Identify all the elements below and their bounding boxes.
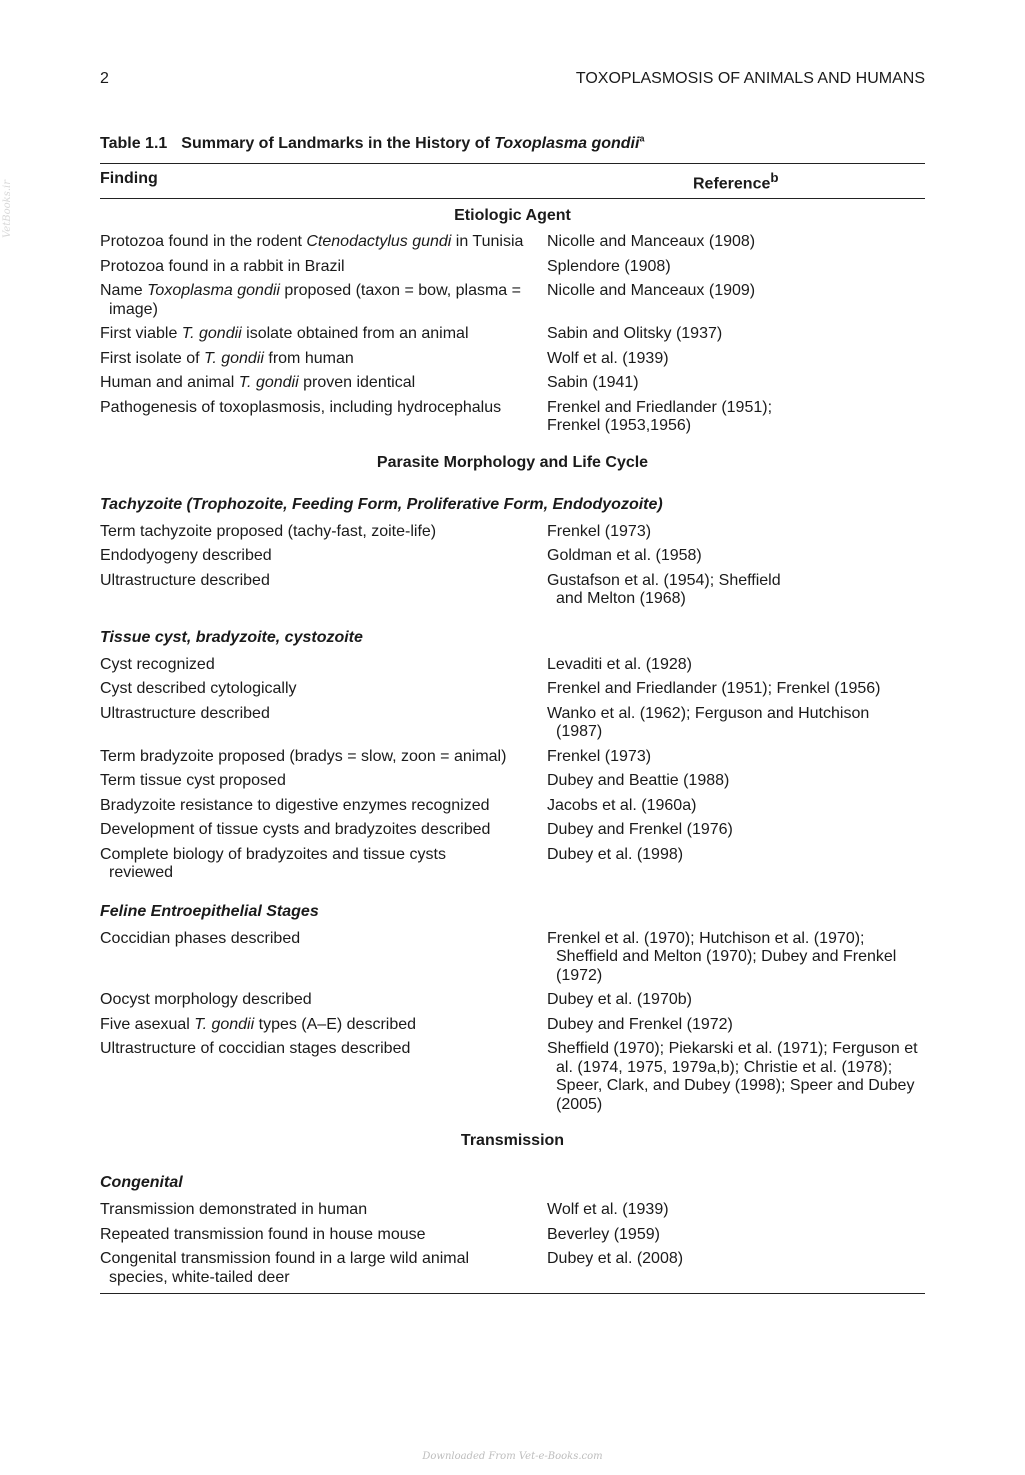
reference-cell: Goldman et al. (1958) [547, 547, 702, 565]
finding-cell: Ultrastructure of coccidian stages described [100, 1040, 411, 1058]
finding-cell: Ultrastructure described [100, 704, 270, 722]
table-row [100, 656, 925, 675]
table-row [100, 523, 925, 542]
side-watermark: VetBooks.ir [2, 180, 13, 238]
table-row [100, 705, 925, 742]
reference-cell: Nicolle and Manceaux (1909) [547, 282, 756, 300]
reference-cell: Wanko et al. (1962); Ferguson and Hutchison (1987) [547, 704, 870, 741]
table-row [100, 1250, 925, 1287]
reference-footnote-mark: b [770, 170, 779, 185]
subsection-feline-stages: Feline Entroepithelial Stages [100, 902, 319, 920]
reference-cell: Dubey et al. (1970b) [547, 991, 692, 1009]
footer-watermark: Downloaded From Vet-e-Books.com [422, 1451, 603, 1462]
table-label: Table 1.1 [100, 135, 168, 152]
reference-cell: Splendore (1908) [547, 257, 671, 275]
table-row [100, 797, 925, 816]
reference-cell: Wolf et al. (1939) [547, 349, 669, 367]
table-row [100, 350, 925, 369]
table-row [100, 282, 925, 319]
table-row [100, 325, 925, 344]
table-row [100, 680, 925, 699]
reference-cell: Frenkel and Friedlander (1951); Frenkel (1953,1956) [547, 398, 773, 435]
subsection-congenital: Congenital [100, 1174, 183, 1192]
reference-cell: Frenkel (1973) [547, 522, 652, 540]
table-caption [100, 135, 925, 153]
table-row [100, 772, 925, 791]
finding-cell: Congenital transmission found in a large wild animal species, white-tailed deer [100, 1250, 470, 1286]
reference-cell: Levaditi et al. (1928) [547, 655, 692, 673]
reference-cell: Dubey and Beattie (1988) [547, 772, 730, 790]
finding-cell: Human and animal T. gondii proven identical [100, 374, 416, 392]
table-row [100, 821, 925, 840]
finding-cell: Transmission demonstrated in human [100, 1201, 368, 1219]
reference-cell: Sabin and Olitsky (1937) [547, 325, 723, 343]
table-title-prefix: Summary of Landmarks in the History of [181, 135, 495, 152]
section-etiologic-agent: Etiologic Agent [454, 207, 571, 225]
table-row [100, 258, 925, 277]
finding-cell: Oocyst morphology described [100, 991, 312, 1009]
section-parasite-morphology: Parasite Morphology and Life Cycle [376, 453, 649, 471]
subsection-tissue-cyst: Tissue cyst, bradyzoite, cystozoite [100, 628, 363, 646]
table-row [100, 846, 925, 883]
reference-cell: Frenkel (1973) [547, 747, 652, 765]
finding-cell: Term bradyzoite proposed (bradys = slow, zoon = animal) [100, 747, 507, 765]
table-row [100, 1201, 925, 1220]
table-row [100, 1016, 925, 1035]
reference-cell: Dubey et al. (2008) [547, 1250, 684, 1268]
table-row [100, 748, 925, 767]
table-row [100, 1226, 925, 1245]
finding-cell: Coccidian phases described [100, 929, 301, 947]
finding-cell: First viable T. gondii isolate obtained from an animal [100, 325, 469, 343]
table-row [100, 991, 925, 1010]
table-row [100, 1040, 925, 1114]
reference-cell: Wolf et al. (1939) [547, 1201, 669, 1219]
reference-cell: Jacobs et al. (1960a) [547, 796, 697, 814]
reference-cell: Gustafson et al. (1954); Sheffield and Melton (1968) [547, 571, 781, 608]
reference-cell: Frenkel et al. (1970); Hutchison et al. (1970); Sheffield and Melton (1970); Dubey and Frenkel (1972) [547, 929, 897, 984]
reference-cell: Dubey and Frenkel (1976) [547, 821, 733, 839]
finding-cell: Term tissue cyst proposed [100, 772, 286, 790]
table-row [100, 374, 925, 393]
finding-cell: Name Toxoplasma gondii proposed (taxon = bow, plasma = image) [100, 282, 521, 318]
finding-cell: Pathogenesis of toxoplasmosis, including hydrocephalus [100, 398, 502, 416]
finding-cell: First isolate of T. gondii from human [100, 349, 354, 367]
table-row [100, 399, 925, 436]
finding-cell: Term tachyzoite proposed (tachy-fast, zoite-life) [100, 522, 437, 540]
finding-cell: Complete biology of bradyzoites and tissue cysts reviewed [100, 845, 446, 882]
running-header [100, 70, 925, 88]
reference-column-header: Reference$^b$ [693, 170, 779, 193]
page-number: 2 [100, 70, 109, 87]
finding-cell: Protozoa found in a rabbit in Brazil [100, 257, 345, 275]
reference-cell: Beverley (1959) [547, 1225, 660, 1243]
finding-cell: Cyst described cytologically [100, 680, 297, 698]
table-row [100, 930, 925, 986]
reference-cell: Dubey et al. (1998) [547, 845, 684, 863]
history-table [100, 135, 925, 1294]
finding-cell: Ultrastructure described [100, 571, 270, 589]
table-title-footnote-mark: a [639, 133, 645, 144]
table-row [100, 572, 925, 609]
finding-cell: Development of tissue cysts and bradyzoites described [100, 821, 491, 839]
section-transmission: Transmission [460, 1132, 565, 1150]
finding-cell: Repeated transmission found in house mouse [100, 1225, 426, 1243]
column-headers [100, 164, 925, 198]
table-title-italic: Toxoplasma gondii [494, 135, 640, 152]
reference-cell: Nicolle and Manceaux (1908) [547, 233, 756, 251]
table-bottom-rule [100, 1293, 925, 1294]
finding-cell: Cyst recognized [100, 655, 215, 673]
finding-cell: Protozoa found in the rodent Ctenodactylus gundi in Tunisia [100, 233, 524, 251]
finding-cell: Five asexual T. gondii types (A–E) described [100, 1015, 417, 1033]
table-row [100, 547, 925, 566]
finding-cell: Bradyzoite resistance to digestive enzymes recognized [100, 796, 490, 814]
table-row [100, 233, 925, 252]
header-rule [100, 198, 925, 199]
finding-cell: Endodyogeny described [100, 547, 272, 565]
running-title: TOXOPLASMOSIS OF ANIMALS AND HUMANS [575, 70, 925, 87]
reference-cell: Frenkel and Friedlander (1951); Frenkel (1956) [547, 680, 881, 698]
reference-cell: Sabin (1941) [547, 374, 639, 392]
subsection-tachyzoite: Tachyzoite (Trophozoite, Feeding Form, Proliferative Form, Endodyozoite) [100, 495, 663, 513]
reference-cell: Sheffield (1970); Piekarski et al. (1971); Ferguson et al. (1974, 1975, 1979a,b); Christie et al. (1978); Speer, Clark, and Dubey (1998); Speer and Dubey (2005) [547, 1040, 918, 1113]
finding-column-header: Finding [100, 170, 158, 187]
reference-cell: Dubey and Frenkel (1972) [547, 1015, 733, 1033]
